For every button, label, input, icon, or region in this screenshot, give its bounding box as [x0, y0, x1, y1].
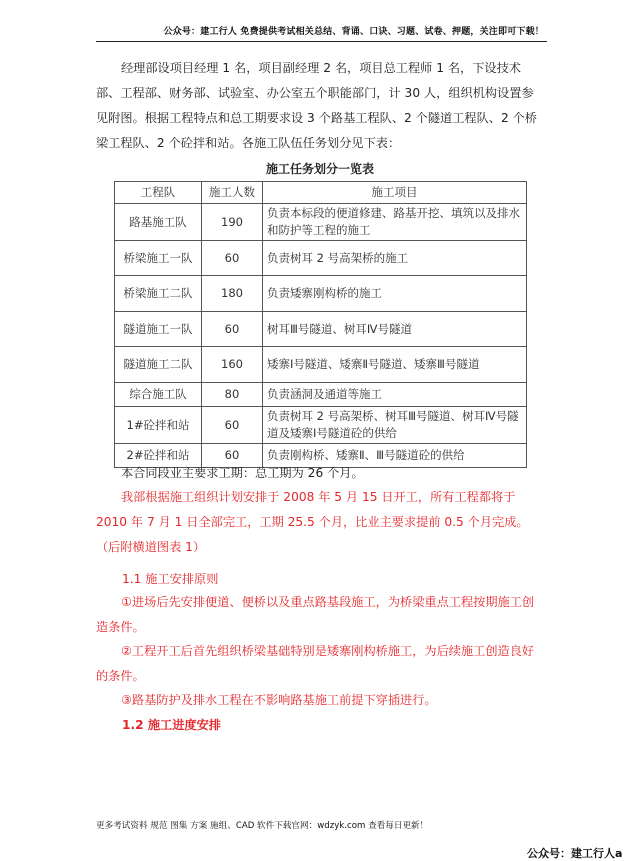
table-row: [115, 204, 527, 241]
header-count: 施工人数: [202, 182, 263, 204]
table-row: [115, 276, 527, 312]
table-title: 施工任务划分一览表: [265, 162, 374, 176]
table-row: [115, 241, 527, 276]
principle-item-1: ①进场后先安排便道、便桥以及重点路基段施工，为桥梁重点工程按期施工创造条件。: [96, 595, 535, 634]
team-cell: 路基施工队: [115, 204, 202, 241]
work-cell: 负责刚构桥、矮寨Ⅱ、Ⅲ号隧道砼的供给: [263, 444, 527, 468]
team-cell: 隧道施工二队: [115, 347, 202, 383]
table-header-row: [115, 182, 527, 204]
table-row: [115, 347, 527, 383]
team-cell: 桥梁施工二队: [115, 276, 202, 312]
footer-text: 更多考试资料 规范 图集 方案 施组、CAD 软件下载官网：wdzyk.com 查看每日更新！: [96, 821, 429, 831]
team-cell: 综合施工队: [115, 383, 202, 407]
count-cell: 80: [202, 383, 263, 407]
work-cell: 负责树耳 2 号高架桥的施工: [263, 241, 527, 276]
principle-item-2: ②工程开工后首先组织桥梁基础特别是矮寨刚构桥施工，为后续施工创造良好的条件。: [96, 644, 535, 683]
section-1-1-heading: 1.1 施工安排原则: [122, 572, 219, 586]
count-cell: 60: [202, 407, 263, 444]
team-cell: 2#砼拌和站: [115, 444, 202, 468]
intro-paragraph: 经理部设项目经理 1 名，项目副经理 2 名，项目总工程师 1 名，下设技术部、工程部、财务部、试验室、办公室五个职能部门，计 30 人，组织机构设置参见附图。根据工程特点和总工期要求设 3 个路基工程队、2 个隧道工程队、2 个桥梁工程队、2 个砼拌和站。各施工队伍任务划分见下表：: [96, 61, 537, 150]
table-row: [115, 407, 527, 444]
footer-watermark: 公众号：建工行人a: [527, 847, 623, 860]
team-cell: 隧道施工一队: [115, 312, 202, 347]
table-row: [115, 312, 527, 347]
task-division-table: [114, 181, 527, 468]
work-cell: 树耳Ⅲ号隧道、树耳Ⅳ号隧道: [263, 312, 527, 347]
team-cell: 桥梁施工一队: [115, 241, 202, 276]
work-cell: 负责树耳 2 号高架桥、树耳Ⅲ号隧道、树耳Ⅳ号隧道及矮寨Ⅰ号隧道砼的供给: [263, 407, 527, 444]
table-row: [115, 383, 527, 407]
header-divider: [96, 41, 547, 42]
work-cell: 矮寨Ⅰ号隧道、矮寨Ⅱ号隧道、矮寨Ⅲ号隧道: [263, 347, 527, 383]
work-cell: 负责矮寨刚构桥的施工: [263, 276, 527, 312]
principle-item-3: ③路基防护及排水工程在不影响路基施工前提下穿插进行。: [121, 693, 437, 707]
header-team: 工程队: [115, 182, 202, 204]
page-header: 公众号：建工行人 免费提供考试相关总结、背诵、口诀、习题、试卷、押题，关注即可下载！: [163, 27, 544, 37]
header-work: 施工项目: [263, 182, 527, 204]
count-cell: 180: [202, 276, 263, 312]
team-cell: 1#砼拌和站: [115, 407, 202, 444]
duration-note: 本合同段业主要求工期：总工期为 26 个月。: [121, 466, 364, 480]
work-cell: 负责涵洞及通道等施工: [263, 383, 527, 407]
work-cell: 负责本标段的便道修建、路基开挖、填筑以及排水和防护等工程的施工: [263, 204, 527, 241]
count-cell: 190: [202, 204, 263, 241]
count-cell: 60: [202, 444, 263, 468]
count-cell: 60: [202, 241, 263, 276]
count-cell: 60: [202, 312, 263, 347]
schedule-paragraph: 我部根据施工组织计划安排于 2008 年 5 月 15 日开工，所有工程都将于 2010 年 7 月 1 日全部完工，工期 25.5 个月，比业主要求提前 0.5 个月完成。（后附横道图表 1）: [96, 490, 529, 554]
count-cell: 160: [202, 347, 263, 383]
section-1-2-heading: 1.2 施工进度安排: [122, 718, 221, 732]
